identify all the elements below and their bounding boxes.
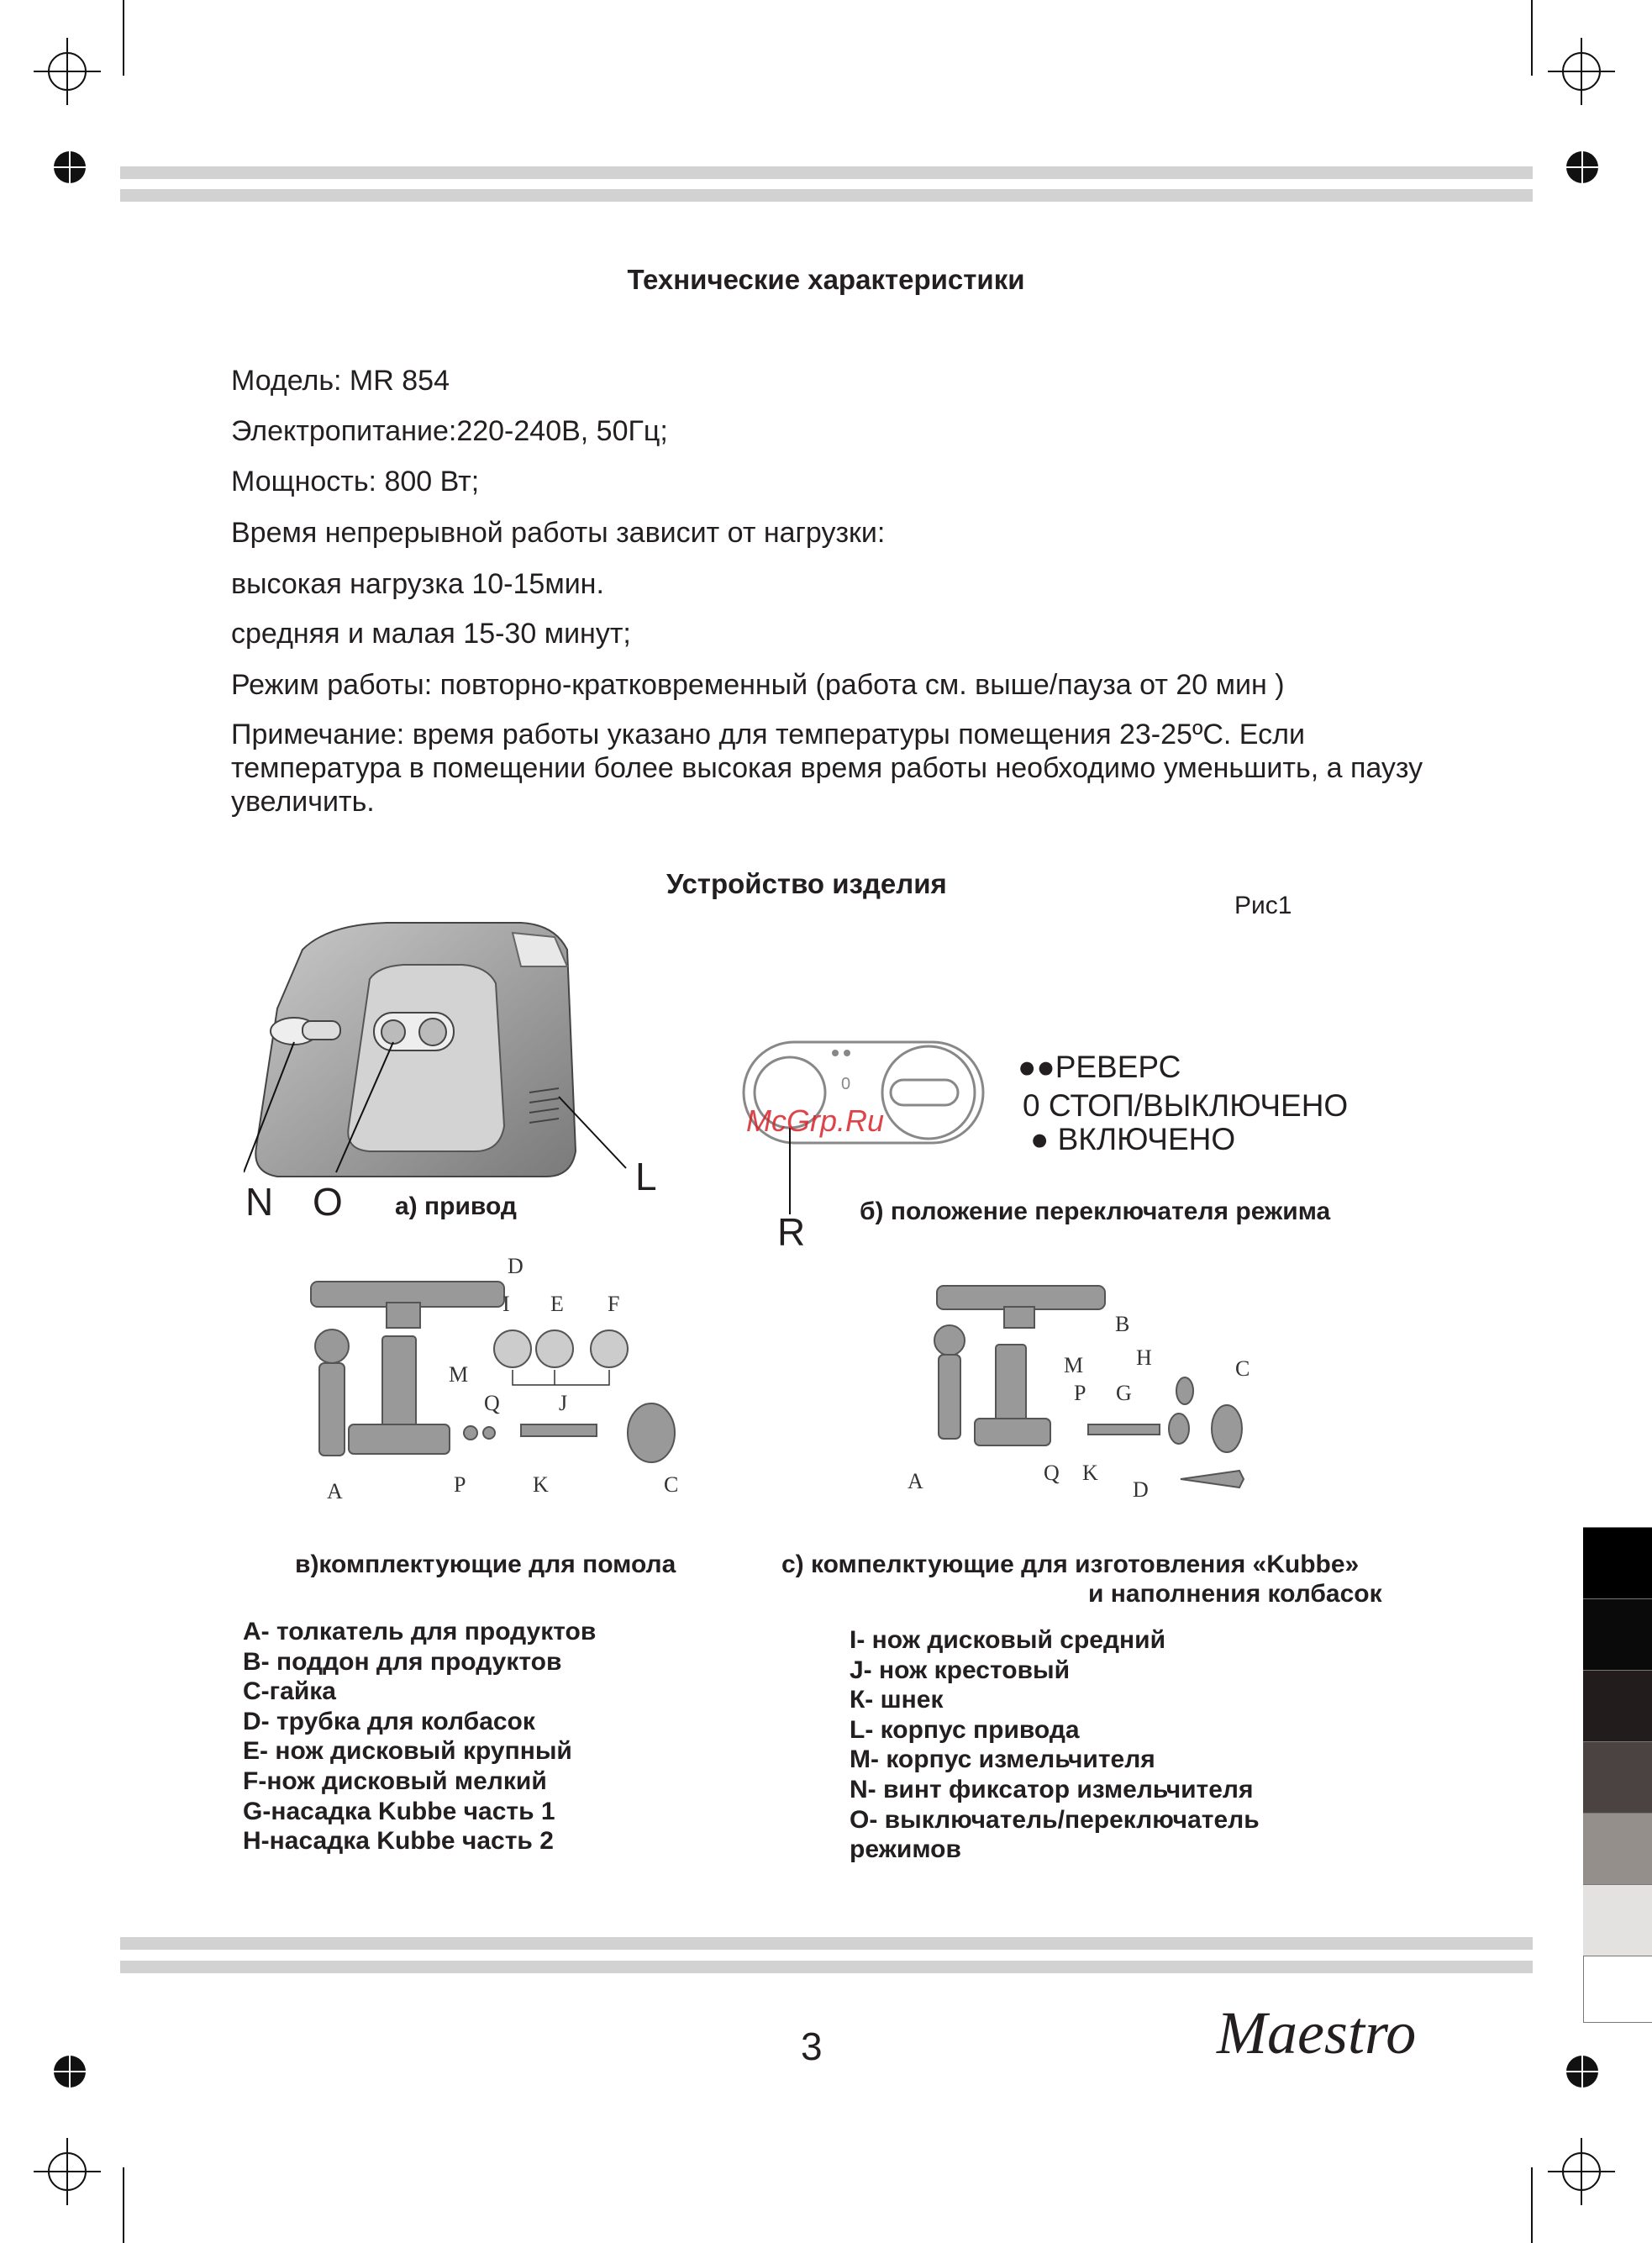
bullseye-mark-icon bbox=[1563, 2052, 1602, 2091]
part-label-a: A bbox=[327, 1479, 343, 1503]
watermark: McGrp.Ru bbox=[746, 1103, 885, 1138]
legend-item: С-гайка bbox=[243, 1677, 336, 1706]
swatch bbox=[1583, 1527, 1652, 1599]
device-section-title: Устройство изделия bbox=[666, 868, 947, 899]
part-label-d: D bbox=[508, 1254, 523, 1278]
mode-reverse: ●●РЕВЕРС bbox=[1018, 1050, 1181, 1084]
spec-power: Мощность: 800 Вт; bbox=[231, 466, 480, 498]
label-r: R bbox=[777, 1210, 806, 1254]
part-label-q: Q bbox=[484, 1391, 500, 1415]
figure-b-caption: б) положение переключателя режима bbox=[860, 1198, 1331, 1225]
registration-mark-icon bbox=[1548, 2138, 1615, 2205]
registration-mark-icon bbox=[34, 38, 101, 105]
legend-item: М- корпус измельчителя bbox=[850, 1745, 1155, 1774]
bottom-rule bbox=[120, 1961, 1533, 1973]
part-label-f: F bbox=[608, 1292, 620, 1316]
swatch bbox=[1583, 1741, 1652, 1814]
spec-medium-load: средняя и малая 15-30 минут; bbox=[231, 618, 631, 650]
legend-item: L- корпус привода bbox=[850, 1715, 1080, 1744]
figure-d-caption-line2: и наполнения колбасок bbox=[1088, 1580, 1382, 1608]
part-label-m: M bbox=[449, 1362, 469, 1387]
figure-d-caption-line1: с) компелктующие для изготовления «Kubbe» bbox=[781, 1551, 1360, 1578]
spec-mode: Режим работы: повторно-кратковременный (работа см. выше/пауза от 20 мин ) bbox=[231, 669, 1285, 701]
top-rule bbox=[120, 166, 1533, 179]
figure-a-caption: а) привод bbox=[395, 1193, 517, 1220]
part-label-k: K bbox=[1082, 1461, 1098, 1485]
legend-right bbox=[850, 1625, 1260, 1865]
part-label-c: C bbox=[664, 1472, 679, 1497]
part-label-p: P bbox=[1074, 1381, 1086, 1405]
grinding-parts-illustration bbox=[303, 1252, 689, 1513]
bottom-rule bbox=[120, 1937, 1533, 1950]
label-o: O bbox=[313, 1180, 343, 1224]
figure-c-caption: в)комплектующие для помола bbox=[295, 1551, 676, 1578]
legend-item: J- нож крестовый bbox=[850, 1656, 1071, 1684]
swatch bbox=[1583, 1813, 1652, 1885]
spec-model: Модель: MR 854 bbox=[231, 365, 450, 397]
part-label-j: J bbox=[559, 1391, 568, 1415]
legend-item: режимов bbox=[850, 1835, 961, 1864]
legend-item: К- шнек bbox=[850, 1686, 944, 1714]
legend-item: В- поддон для продуктов bbox=[243, 1647, 562, 1676]
legend-item: I- нож дисковый средний bbox=[850, 1626, 1166, 1654]
mode-on: ● ВКЛЮЧЕНО bbox=[1030, 1122, 1236, 1156]
mode-stop: 0 СТОП/ВЫКЛЮЧЕНО bbox=[1023, 1088, 1349, 1123]
part-label-g: G bbox=[1116, 1381, 1132, 1405]
registration-mark-icon bbox=[34, 2138, 101, 2205]
part-label-e: E bbox=[550, 1292, 564, 1316]
label-l: L bbox=[635, 1155, 657, 1198]
legend-left bbox=[243, 1617, 596, 1856]
part-label-a: A bbox=[908, 1469, 923, 1493]
legend-item: Е- нож дисковый крупный bbox=[243, 1737, 572, 1766]
page-number: 3 bbox=[801, 2024, 823, 2068]
swatch bbox=[1583, 1670, 1652, 1742]
bullseye-mark-icon bbox=[50, 2052, 89, 2091]
part-label-k: K bbox=[533, 1472, 549, 1497]
swatch bbox=[1583, 1884, 1652, 1956]
legend-item: F-нож дисковый мелкий bbox=[243, 1766, 547, 1795]
brand-logo: Maestro bbox=[1217, 1999, 1417, 2067]
spec-note: Примечание: время работы указано для температуры помещения 23-25ºС. Если температура в помещении более высокая время работы необходимо уменьшить, а паузу увеличить. bbox=[231, 719, 1423, 818]
motor-unit-illustration bbox=[244, 916, 681, 1193]
part-label-b: B bbox=[1115, 1312, 1130, 1336]
registration-mark-icon bbox=[1548, 38, 1615, 105]
spec-high-load: высокая нагрузка 10-15мин. bbox=[231, 568, 604, 600]
part-label-p: P bbox=[454, 1472, 466, 1497]
part-label-c: C bbox=[1235, 1356, 1250, 1381]
legend-item: G-насадка Kubbe часть 1 bbox=[243, 1797, 555, 1825]
bullseye-mark-icon bbox=[50, 148, 89, 187]
legend-item: О- выключатель/переключатель bbox=[850, 1805, 1260, 1834]
part-label-h: H bbox=[1136, 1345, 1152, 1370]
legend-item: А- толкатель для продуктов bbox=[243, 1618, 597, 1645]
part-label-i: I bbox=[502, 1292, 510, 1316]
label-n: N bbox=[245, 1180, 274, 1224]
figure-label: Рис1 bbox=[1234, 892, 1292, 919]
spec-power-supply: Электропитание:220-240В, 50Гц; bbox=[231, 415, 668, 447]
top-rule bbox=[120, 189, 1533, 202]
section-title: Технические характеристики bbox=[627, 264, 1025, 295]
part-label-d: D bbox=[1133, 1477, 1149, 1502]
part-label-m: M bbox=[1064, 1353, 1084, 1377]
part-label-q: Q bbox=[1044, 1461, 1060, 1485]
legend-item: D- трубка для колбасок bbox=[243, 1707, 535, 1735]
swatch bbox=[1583, 1598, 1652, 1671]
legend-item: Н-насадка Kubbe часть 2 bbox=[243, 1827, 554, 1856]
spec-runtime: Время непрерывной работы зависит от нагрузки: bbox=[231, 517, 886, 549]
swatch bbox=[1583, 1956, 1652, 2023]
switch-zero-mark: 0 bbox=[841, 1075, 851, 1093]
bullseye-mark-icon bbox=[1563, 148, 1602, 187]
legend-item: N- винт фиксатор измельчителя bbox=[850, 1775, 1254, 1803]
